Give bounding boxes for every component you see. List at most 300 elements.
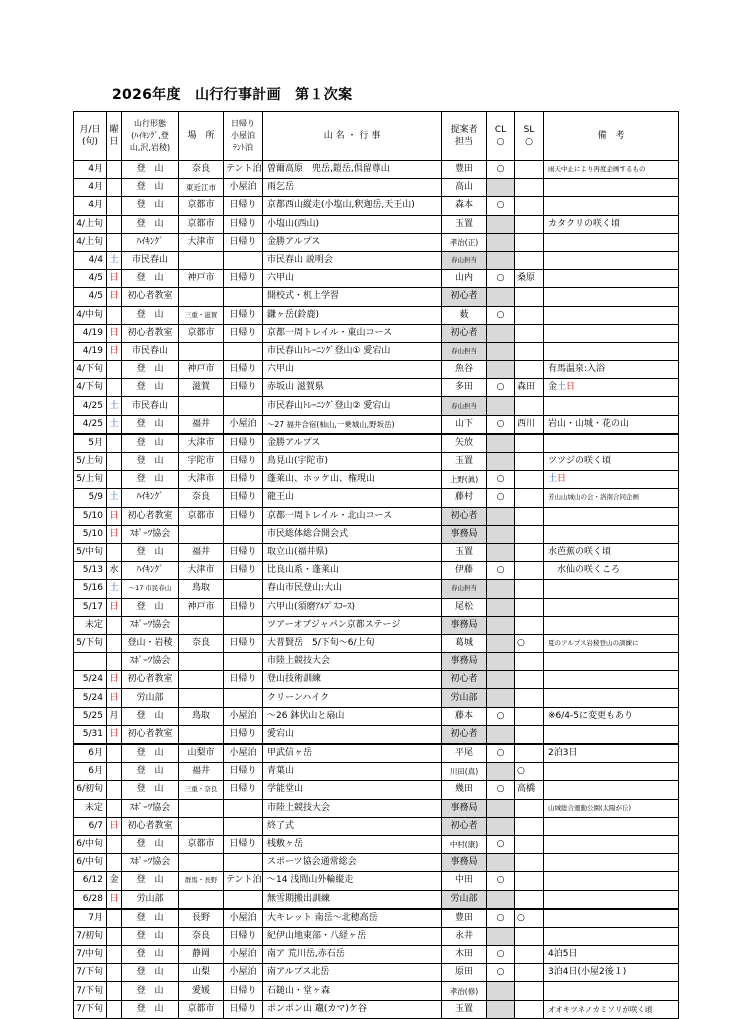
name-cell: 大普賢岳 5/下旬～6/上旬 xyxy=(263,634,442,652)
note-cell: 水芭蕉の咲く頃 xyxy=(544,543,679,561)
leader-cell: 幾田 xyxy=(442,781,487,799)
type-cell: ｽﾎﾟｰﾂ協会 xyxy=(122,616,179,634)
type-cell: 労山部 xyxy=(122,689,179,707)
stay-cell: 日帰り xyxy=(224,835,263,853)
date-cell: 4/25 xyxy=(74,397,107,415)
date-cell: 4/上旬 xyxy=(74,233,107,251)
header-type: 山行形態 (ﾊｲｷﾝｸﾞ,登 山,沢,岩稜) xyxy=(122,112,179,161)
place-cell: 三重・奈良 xyxy=(179,781,224,799)
type-cell: ｽﾎﾟｰﾂ協会 xyxy=(122,854,179,872)
note-cell xyxy=(544,434,679,453)
note-cell: オオキツネノカミソリが咲く頃 xyxy=(544,1000,679,1018)
leader-cell: 原田 xyxy=(442,964,487,982)
cl-cell: ○ xyxy=(487,562,515,580)
stay-cell: 日帰り xyxy=(224,1000,263,1018)
date-cell: 5/13 xyxy=(74,562,107,580)
type-cell: 登 山 xyxy=(122,379,179,397)
name-cell: 登山技術訓練 xyxy=(263,671,442,689)
date-cell: 4/19 xyxy=(74,342,107,360)
page-title: 2026年度 山行行事計画 第１次案 xyxy=(112,87,353,103)
stay-cell: 日帰り xyxy=(224,306,263,324)
name-cell: ～14 浅間山外輪縦走 xyxy=(263,872,442,890)
note-cell xyxy=(544,251,679,269)
header-place: 場 所 xyxy=(179,112,224,161)
table-row xyxy=(74,927,679,945)
sl-cell xyxy=(515,543,544,561)
dow-cell xyxy=(107,616,122,634)
type-cell: 市民春山 xyxy=(122,251,179,269)
cl-cell xyxy=(487,1000,515,1018)
sl-cell xyxy=(515,580,544,598)
dow-cell xyxy=(107,763,122,781)
dow-cell xyxy=(107,946,122,964)
cl-cell: ○ xyxy=(487,161,515,179)
cl-cell xyxy=(487,233,515,251)
sl-cell xyxy=(515,434,544,453)
date-cell: 未定 xyxy=(74,616,107,634)
place-cell xyxy=(179,525,224,543)
cl-cell xyxy=(487,525,515,543)
place-cell: 奈良 xyxy=(179,927,224,945)
table-row xyxy=(74,890,679,909)
cl-cell xyxy=(487,397,515,415)
type-cell: 登 山 xyxy=(122,215,179,233)
sl-cell xyxy=(515,872,544,890)
table-row xyxy=(74,306,679,324)
table-row xyxy=(74,161,679,179)
dow-cell xyxy=(107,982,122,1000)
name-cell: 南ア 荒川岳,赤石岳 xyxy=(263,946,442,964)
sl-cell xyxy=(515,161,544,179)
sl-cell xyxy=(515,890,544,909)
date-cell xyxy=(74,653,107,671)
note-cell xyxy=(544,854,679,872)
place-cell: 愛媛 xyxy=(179,982,224,1000)
table-row xyxy=(74,562,679,580)
sl-cell xyxy=(515,179,544,197)
leader-cell: 玉置 xyxy=(442,453,487,471)
name-cell: 石鎚山・堂ヶ森 xyxy=(263,982,442,1000)
table-row xyxy=(74,707,679,725)
leader-cell: 初心者 xyxy=(442,324,487,342)
place-cell xyxy=(179,342,224,360)
header-note: 備 考 xyxy=(544,112,679,161)
cl-cell: ○ xyxy=(487,471,515,489)
sl-cell xyxy=(515,598,544,616)
place-cell: 福井 xyxy=(179,763,224,781)
sl-cell xyxy=(515,233,544,251)
dow-cell: 日 xyxy=(107,270,122,288)
sl-cell xyxy=(515,927,544,945)
dow-cell xyxy=(107,909,122,928)
type-cell: 登 山 xyxy=(122,909,179,928)
date-cell: 6/7 xyxy=(74,817,107,835)
date-cell: 5/25 xyxy=(74,707,107,725)
name-cell: 金勝アルプス xyxy=(263,233,442,251)
sl-cell xyxy=(515,471,544,489)
table-row xyxy=(74,817,679,835)
dow-cell xyxy=(107,835,122,853)
date-cell: 5/10 xyxy=(74,525,107,543)
type-cell: 登 山 xyxy=(122,598,179,616)
dow-cell: 日 xyxy=(107,507,122,525)
name-cell: クリーンハイク xyxy=(263,689,442,707)
dow-cell xyxy=(107,471,122,489)
type-cell: 登 山 xyxy=(122,270,179,288)
note-cell xyxy=(544,835,679,853)
note-cell xyxy=(544,233,679,251)
leader-cell: 豊田 xyxy=(442,161,487,179)
note-cell xyxy=(544,397,679,415)
dow-cell xyxy=(107,543,122,561)
cl-cell xyxy=(487,725,515,744)
stay-cell: 日帰り xyxy=(224,507,263,525)
name-cell: 大キレット 南岳～北穂高岳 xyxy=(263,909,442,928)
place-cell: 奈良 xyxy=(179,634,224,652)
dow-cell xyxy=(107,453,122,471)
stay-cell xyxy=(224,653,263,671)
note-cell xyxy=(544,616,679,634)
dow-cell: 土 xyxy=(107,397,122,415)
sl-cell: ○ xyxy=(515,909,544,928)
date-cell: 5/下旬 xyxy=(74,634,107,652)
note-cell: ツツジの咲く頃 xyxy=(544,453,679,471)
date-cell: 6/中旬 xyxy=(74,854,107,872)
place-cell xyxy=(179,854,224,872)
note-cell xyxy=(544,270,679,288)
sl-cell xyxy=(515,288,544,306)
dow-cell xyxy=(107,653,122,671)
note-cell: 2泊3日 xyxy=(544,744,679,763)
sl-cell xyxy=(515,489,544,507)
table-row xyxy=(74,744,679,763)
cl-cell xyxy=(487,324,515,342)
type-cell: 登 山 xyxy=(122,415,179,434)
date-cell: 5/10 xyxy=(74,507,107,525)
stay-cell xyxy=(224,251,263,269)
type-cell: 登 山 xyxy=(122,1000,179,1018)
leader-cell: 川田(真) xyxy=(442,763,487,781)
sl-cell xyxy=(515,361,544,379)
cl-cell: ○ xyxy=(487,781,515,799)
dow-cell xyxy=(107,434,122,453)
note-cell: カタクリの咲く頃 xyxy=(544,215,679,233)
name-cell: ～26 鉢伏山と扇山 xyxy=(263,707,442,725)
type-cell: 登 山 xyxy=(122,781,179,799)
cl-cell xyxy=(487,598,515,616)
cl-cell: ○ xyxy=(487,415,515,434)
table-row xyxy=(74,179,679,197)
stay-cell xyxy=(224,616,263,634)
dow-cell: 日 xyxy=(107,689,122,707)
name-cell: 愛宕山 xyxy=(263,725,442,744)
note-cell xyxy=(544,725,679,744)
dow-cell: 水 xyxy=(107,562,122,580)
dow-cell: 日 xyxy=(107,598,122,616)
sl-cell xyxy=(515,744,544,763)
name-cell: 無雪期搬出訓練 xyxy=(263,890,442,909)
place-cell: 神戸市 xyxy=(179,361,224,379)
dow-cell xyxy=(107,634,122,652)
stay-cell xyxy=(224,689,263,707)
name-cell: 市陸上競技大会 xyxy=(263,799,442,817)
place-cell: 山梨 xyxy=(179,964,224,982)
name-cell: 市民春山 説明会 xyxy=(263,251,442,269)
note-cell: 3泊4日(小屋2後１) xyxy=(544,964,679,982)
place-cell: 京都市 xyxy=(179,215,224,233)
stay-cell: 小屋泊 xyxy=(224,909,263,928)
date-cell: 6/12 xyxy=(74,872,107,890)
dow-cell xyxy=(107,306,122,324)
table-row xyxy=(74,653,679,671)
leader-cell: 初心者 xyxy=(442,288,487,306)
type-cell: 登 山 xyxy=(122,763,179,781)
type-cell: 登山・岩稜 xyxy=(122,634,179,652)
stay-cell xyxy=(224,525,263,543)
date-cell: 5/中旬 xyxy=(74,543,107,561)
note-cell xyxy=(544,525,679,543)
dow-cell: 土 xyxy=(107,489,122,507)
date-cell: 4/4 xyxy=(74,251,107,269)
leader-cell: 森本 xyxy=(442,197,487,215)
date-cell: 6/中旬 xyxy=(74,835,107,853)
date-cell: 4/25 xyxy=(74,415,107,434)
table-row xyxy=(74,525,679,543)
leader-cell: 尾松 xyxy=(442,598,487,616)
stay-cell: 日帰り xyxy=(224,543,263,561)
name-cell: 小塩山(西山) xyxy=(263,215,442,233)
type-cell: 登 山 xyxy=(122,707,179,725)
leader-cell: 労山部 xyxy=(442,689,487,707)
leader-cell: 多田 xyxy=(442,379,487,397)
place-cell: 福井 xyxy=(179,543,224,561)
place-cell: 京都市 xyxy=(179,1000,224,1018)
table-row xyxy=(74,689,679,707)
place-cell: 群馬・長野 xyxy=(179,872,224,890)
name-cell: 甲武信ヶ岳 xyxy=(263,744,442,763)
name-cell: 鳥見山(宇陀市) xyxy=(263,453,442,471)
header-date: 月/日 (旬) xyxy=(74,112,107,161)
sl-cell xyxy=(515,525,544,543)
date-cell: 4/19 xyxy=(74,324,107,342)
name-cell: 終了式 xyxy=(263,817,442,835)
type-cell: ﾊｲｷﾝｸﾞ xyxy=(122,489,179,507)
stay-cell: 日帰り xyxy=(224,671,263,689)
cl-cell: ○ xyxy=(487,946,515,964)
place-cell: 福井 xyxy=(179,415,224,434)
dow-cell xyxy=(107,379,122,397)
table-row xyxy=(74,507,679,525)
place-cell: 山梨市 xyxy=(179,744,224,763)
cl-cell xyxy=(487,251,515,269)
date-cell: 6/28 xyxy=(74,890,107,909)
dow-cell xyxy=(107,854,122,872)
name-cell: ポンポン山 竈(カマ)ケ谷 xyxy=(263,1000,442,1018)
stay-cell: 日帰り xyxy=(224,598,263,616)
table-row xyxy=(74,453,679,471)
name-cell: 取立山(福井県) xyxy=(263,543,442,561)
leader-cell: 藤本 xyxy=(442,707,487,725)
date-cell: 4月 xyxy=(74,179,107,197)
leader-cell: 葛城 xyxy=(442,634,487,652)
sl-cell xyxy=(515,397,544,415)
note-cell xyxy=(544,872,679,890)
leader-cell: 伊藤 xyxy=(442,562,487,580)
leader-cell: 初心者 xyxy=(442,817,487,835)
table-row xyxy=(74,415,679,434)
cl-cell xyxy=(487,763,515,781)
leader-cell: 永井 xyxy=(442,927,487,945)
dow-cell: 日 xyxy=(107,890,122,909)
dow-cell: 日 xyxy=(107,817,122,835)
cl-cell xyxy=(487,817,515,835)
name-cell: 京都西山縦走(小塩山,釈迦岳,天王山) xyxy=(263,197,442,215)
sl-cell: ○ xyxy=(515,763,544,781)
place-cell: 東近江市 xyxy=(179,179,224,197)
leader-cell: 孝治(正) xyxy=(442,233,487,251)
name-cell: 鎌ヶ岳(鈴鹿) xyxy=(263,306,442,324)
table-row xyxy=(74,671,679,689)
name-cell: 青葉山 xyxy=(263,763,442,781)
leader-cell: 平尾 xyxy=(442,744,487,763)
date-cell: 5/9 xyxy=(74,489,107,507)
sl-cell: 森田 xyxy=(515,379,544,397)
note-cell xyxy=(544,982,679,1000)
cl-cell: ○ xyxy=(487,379,515,397)
table-row xyxy=(74,909,679,928)
stay-cell: テント泊 xyxy=(224,161,263,179)
leader-cell: 初心者 xyxy=(442,671,487,689)
type-cell: ﾊｲｷﾝｸﾞ xyxy=(122,233,179,251)
sl-cell: ○ xyxy=(515,634,544,652)
type-cell: 登 山 xyxy=(122,453,179,471)
leader-cell: 木田 xyxy=(442,946,487,964)
dow-cell: 金 xyxy=(107,872,122,890)
stay-cell: 小屋泊 xyxy=(224,964,263,982)
date-cell: 4月 xyxy=(74,161,107,179)
note-cell xyxy=(544,763,679,781)
dow-cell xyxy=(107,1000,122,1018)
stay-cell xyxy=(224,890,263,909)
sl-cell xyxy=(515,946,544,964)
note-cell: 雨天中止により再度企画するもの xyxy=(544,161,679,179)
place-cell: 神戸市 xyxy=(179,598,224,616)
table-row xyxy=(74,946,679,964)
table-row xyxy=(74,270,679,288)
cl-cell xyxy=(487,179,515,197)
name-cell: ～27 福井合宿(杣山,一乗城山,野坂岳) xyxy=(263,415,442,434)
name-cell: 市民総体総合開会式 xyxy=(263,525,442,543)
name-cell: 京都一周トレイル・東山コース xyxy=(263,324,442,342)
sl-cell xyxy=(515,324,544,342)
sl-cell xyxy=(515,215,544,233)
stay-cell: テント泊 xyxy=(224,872,263,890)
type-cell: 初心者教室 xyxy=(122,817,179,835)
sl-cell: 西川 xyxy=(515,415,544,434)
leader-cell: 初心者 xyxy=(442,507,487,525)
cl-cell: ○ xyxy=(487,270,515,288)
table-row xyxy=(74,616,679,634)
stay-cell: 日帰り xyxy=(224,725,263,744)
place-cell xyxy=(179,890,224,909)
schedule-table xyxy=(73,111,679,1019)
note-cell xyxy=(544,324,679,342)
table-row xyxy=(74,434,679,453)
table-row xyxy=(74,634,679,652)
leader-cell: 上野(眞) xyxy=(442,471,487,489)
date-cell: 5/31 xyxy=(74,725,107,744)
name-cell: 比良山系・蓬莱山 xyxy=(263,562,442,580)
leader-cell: 山下 xyxy=(442,415,487,434)
type-cell: 登 山 xyxy=(122,835,179,853)
type-cell: 市民春山 xyxy=(122,397,179,415)
type-cell: 初心者教室 xyxy=(122,324,179,342)
header-name: 山 名 ・ 行 事 xyxy=(263,112,442,161)
cl-cell: ○ xyxy=(487,909,515,928)
table-row xyxy=(74,324,679,342)
date-cell: 6/初旬 xyxy=(74,781,107,799)
leader-cell: 薮 xyxy=(442,306,487,324)
note-cell xyxy=(544,306,679,324)
stay-cell: 日帰り xyxy=(224,453,263,471)
type-cell: 登 山 xyxy=(122,306,179,324)
dow-cell: 土 xyxy=(107,415,122,434)
cl-cell xyxy=(487,580,515,598)
table-row xyxy=(74,251,679,269)
type-cell: ｽﾎﾟｰﾂ協会 xyxy=(122,525,179,543)
header-dow: 曜 日 xyxy=(107,112,122,161)
cl-cell xyxy=(487,671,515,689)
place-cell: 大津市 xyxy=(179,562,224,580)
place-cell: 奈良 xyxy=(179,161,224,179)
date-cell: 7/下旬 xyxy=(74,982,107,1000)
sl-cell xyxy=(515,835,544,853)
note-cell xyxy=(544,653,679,671)
cl-cell xyxy=(487,854,515,872)
stay-cell: 小屋泊 xyxy=(224,744,263,763)
stay-cell: 日帰り xyxy=(224,233,263,251)
leader-cell: 魚谷 xyxy=(442,361,487,379)
date-cell: 5月 xyxy=(74,434,107,453)
date-cell: 4/中旬 xyxy=(74,306,107,324)
table-row xyxy=(74,580,679,598)
leader-cell: 矢放 xyxy=(442,434,487,453)
type-cell: 初心者教室 xyxy=(122,671,179,689)
cl-cell xyxy=(487,288,515,306)
dow-cell: 土 xyxy=(107,251,122,269)
stay-cell: 日帰り xyxy=(224,471,263,489)
name-cell: 龍王山 xyxy=(263,489,442,507)
note-cell: 芳山山城山の会・洛南合同企画 xyxy=(544,489,679,507)
table-row xyxy=(74,288,679,306)
cl-cell xyxy=(487,342,515,360)
dow-cell: 日 xyxy=(107,288,122,306)
leader-cell: 山内 xyxy=(442,270,487,288)
stay-cell: 日帰り xyxy=(224,434,263,453)
cl-cell xyxy=(487,689,515,707)
name-cell: 六甲山 xyxy=(263,361,442,379)
date-cell: 7月 xyxy=(74,909,107,928)
date-cell: 4/下旬 xyxy=(74,361,107,379)
sl-cell xyxy=(515,453,544,471)
stay-cell: 日帰り xyxy=(224,781,263,799)
place-cell xyxy=(179,397,224,415)
cl-cell xyxy=(487,543,515,561)
dow-cell: 月 xyxy=(107,707,122,725)
note-cell xyxy=(544,288,679,306)
date-cell: 4/上旬 xyxy=(74,215,107,233)
stay-cell xyxy=(224,817,263,835)
